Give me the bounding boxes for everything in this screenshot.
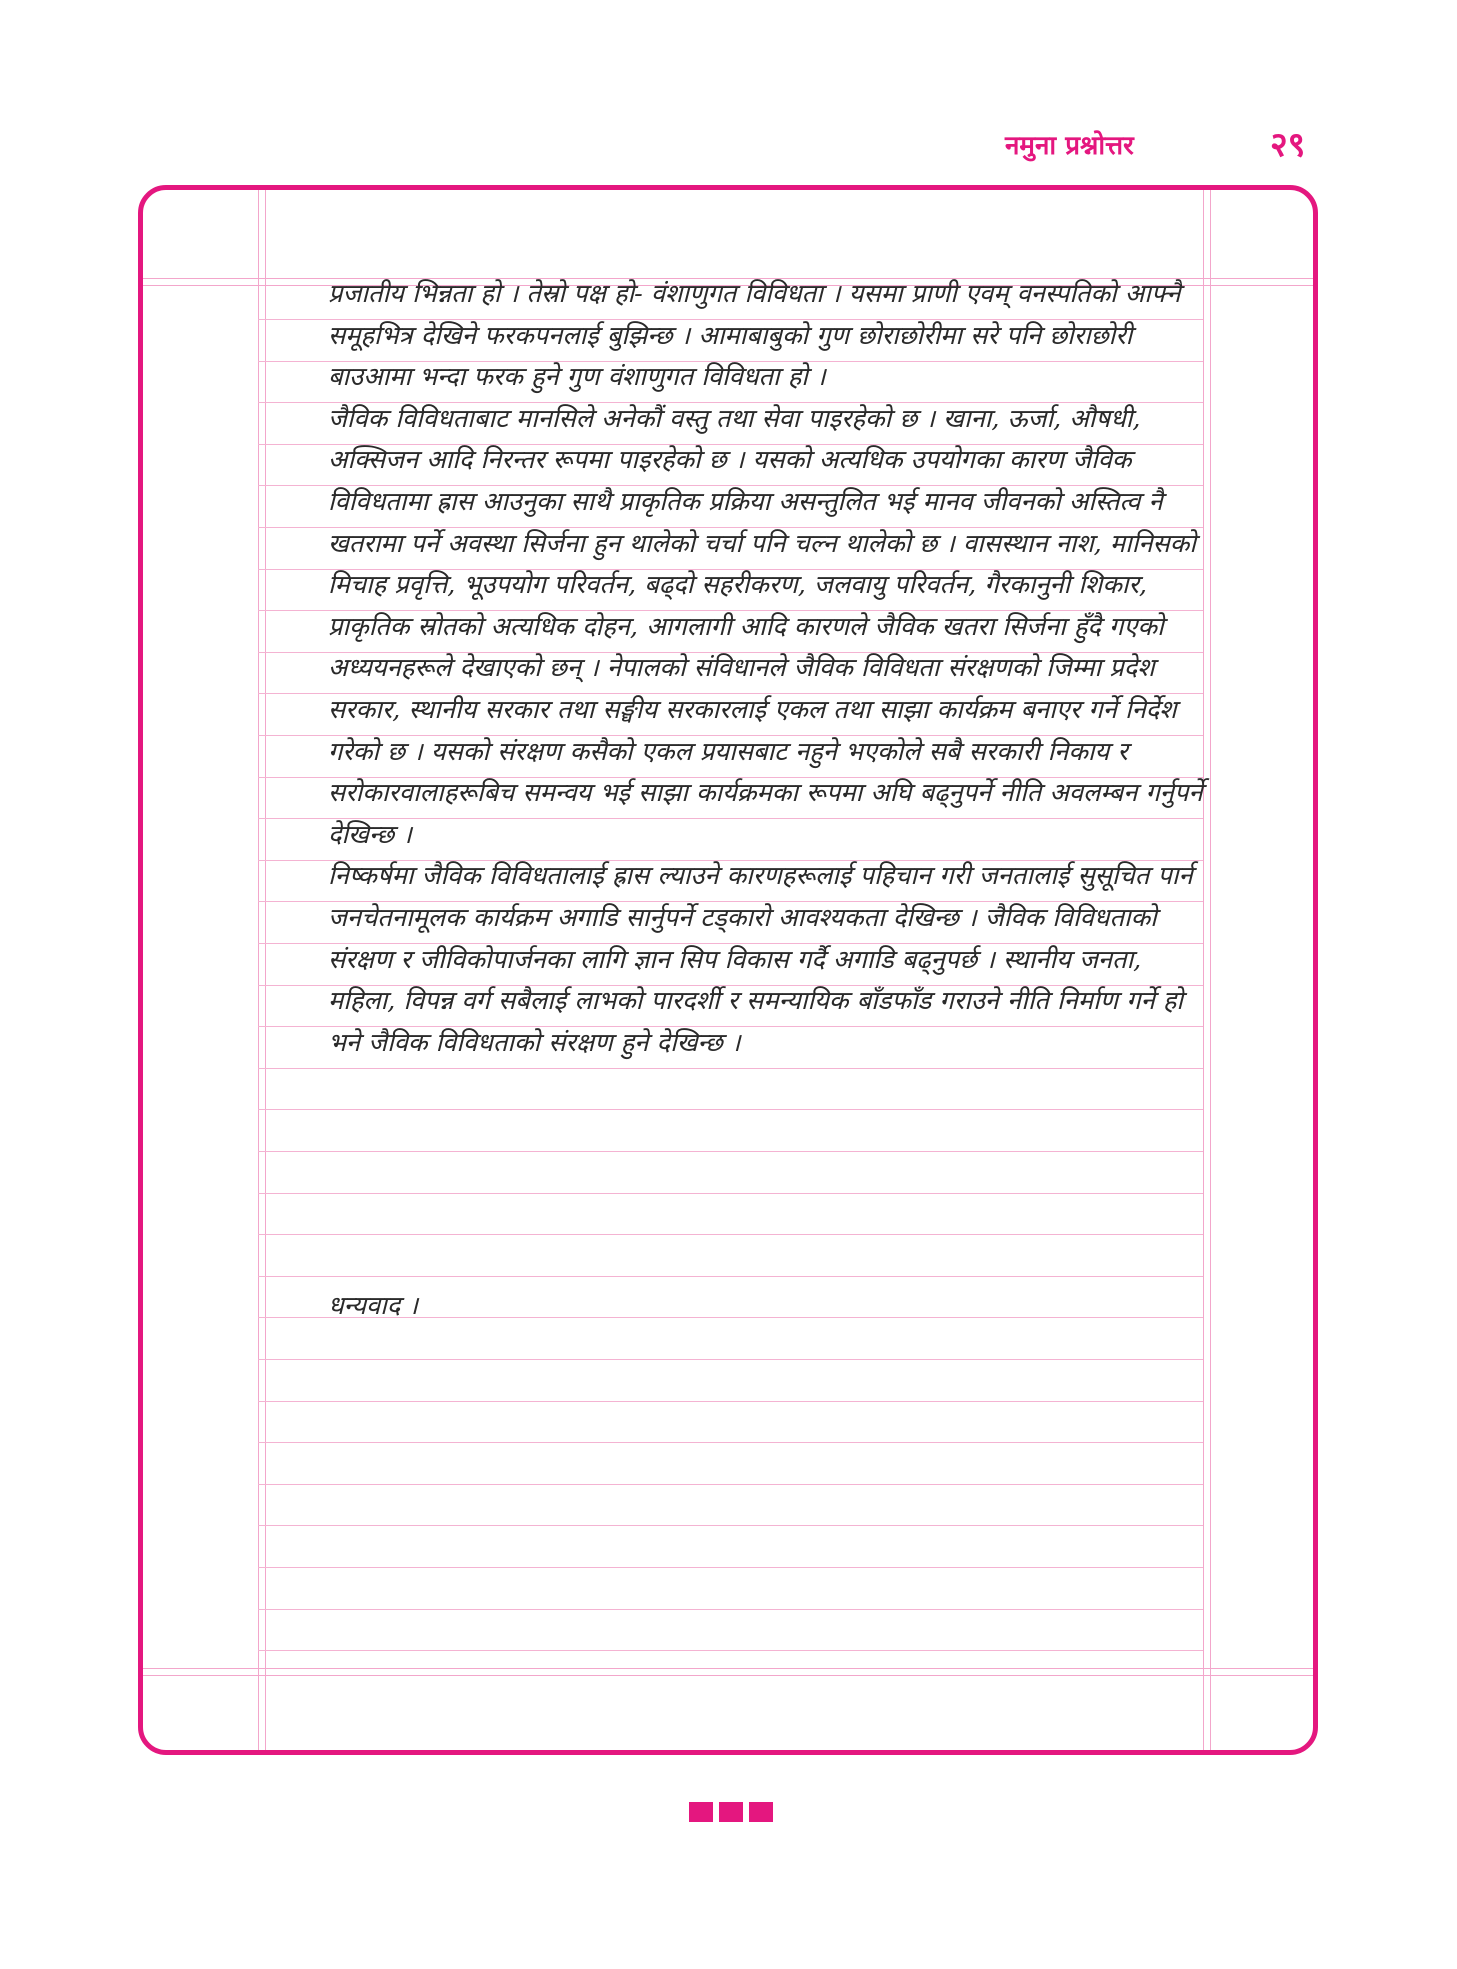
ruled-line [258,1109,1203,1110]
running-header-title: नमुना प्रश्नोत्तर [1005,131,1134,161]
ruled-line [258,1650,1203,1651]
notebook-frame [138,185,1318,1755]
footer-square [719,1802,743,1822]
left-margin-line [258,190,259,1750]
page-number: २९ [1270,125,1306,165]
closing-text: धन्यवाद । [328,1291,419,1321]
footer-ornament [689,1802,773,1822]
bottom-border-line-inner [143,1675,1313,1676]
ruled-line [258,1401,1203,1402]
ruled-line [258,1609,1203,1610]
ruled-line [258,1567,1203,1568]
ruled-line [258,1193,1203,1194]
paragraph: प्रजातीय भिन्नता हो । तेस्रो पक्ष हो- वंशाणुगत विविधता । यसमा प्राणी एवम् वनस्पतिको आफ्नै समूहभित्र देखिने फरकपनलाई बुझिन्छ । आमाबाबुको गुण छोराछोरीमा सरे पनि छोराछोरी बाउआमा भन्दा फरक हुने गुण वंशाणुगत विविधता हो । [328,279,1181,393]
footer-square [749,1802,773,1822]
ruled-line [258,1276,1203,1277]
answer-text [328,274,1208,1064]
footer-square [689,1802,713,1822]
paragraph: जैविक विविधताबाट मानसिले अनेकौं वस्तु तथा सेवा पाइरहेको छ । खाना, ऊर्जा, औषधी, अक्सिजन आदि निरन्तर रूपमा पाइरहेको छ । यसको अत्यधिक उपयोगका कारण जैविक विविधतामा ह्रास आउनुका साथै प्राकृतिक प्रक्रिया असन्तुलित भई मानव जीवनको अस्तित्व नै खतरामा पर्ने अवस्था सिर्जना हुन थालेको चर्चा पनि चल्न थालेको छ । वासस्थान नाश, मानिसको मिचाह प्रवृत्ति, भूउपयोग परिवर्तन, बढ्दो सहरीकरण, जलवायु परिवर्तन, गैरकानुनी शिकार, प्राकृतिक स्रोतको अत्यधिक दोहन, आगलागी आदि कारणले जैविक खतरा सिर्जना हुँदै गएको अध्ययनहरूले देखाएको छन् । नेपालको संविधानले जैविक विविधता संरक्षणको जिम्मा प्रदेश सरकार, स्थानीय सरकार तथा सङ्घीय सरकारलाई एकल तथा साझा कार्यक्रम बनाएर गर्ने निर्देश गरेको छ । यसको संरक्षण कसैको एकल प्रयासबाट नहुने भएकोले सबै सरकारी निकाय र सरोकारवालाहरूबिच समन्वय भई साझा कार्यक्रमका रूपमा अघि बढ्नुपर्ने नीति अवलम्बन गर्नुपर्ने देखिन्छ । [328,403,1203,850]
right-margin-line-outer [1210,190,1211,1750]
bottom-border-line [143,1668,1313,1669]
ruled-line [258,1484,1203,1485]
ruled-line [258,1359,1203,1360]
paragraph: निष्कर्षमा जैविक विविधतालाई ह्रास ल्याउने कारणहरूलाई पहिचान गरी जनतालाई सुसूचित पार्न जनचेतनामूलक कार्यक्रम अगाडि सार्नुपर्ने टड्कारो आवश्यकता देखिन्छ । जैविक विविधताको संरक्षण र जीविकोपार्जनका लागि ज्ञान सिप विकास गर्दै अगाडि बढ्नुपर्छ । स्थानीय जनता, महिला, विपन्न वर्ग सबैलाई लाभको पारदर्शी र समन्यायिक बाँडफाँड गराउने नीति निर्माण गर्ने हो भने जैविक विविधताको संरक्षण हुने देखिन्छ । [328,861,1193,1058]
ruled-line [258,1151,1203,1152]
ruled-line [258,1234,1203,1235]
ruled-line [258,1068,1203,1069]
ruled-line [258,1525,1203,1526]
ruled-line [258,1442,1203,1443]
left-margin-line-inner [265,190,266,1750]
